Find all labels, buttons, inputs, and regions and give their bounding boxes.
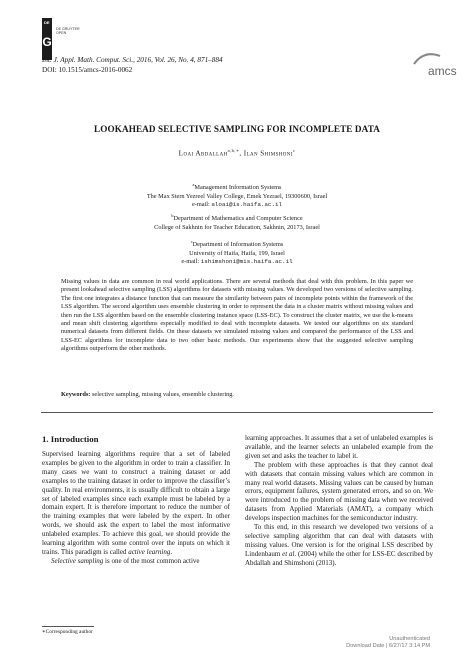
author-affiliation-marks: c xyxy=(292,148,296,153)
body-column-right xyxy=(245,434,433,568)
paragraph: The problem with these approaches is that they cannot deal with datasets that contain missing values which are common in many real world datasets. Missing values can be caused by human errors, equipment failures, system generated errors, and so on. We were introduced to the problem of missing data when we received datasets from Applied Materials (AMAT), a company which develops inspection machines for the semiconductor industry. xyxy=(245,460,433,523)
keywords-label: Keywords: xyxy=(61,391,91,398)
author-separator: , xyxy=(239,149,244,158)
affiliation-c: $^c$Department of Information Systems University of Haifa, Haifa, 199, Israel e-mail: ishimshoni@mis.haifa.ac.il xyxy=(181,239,293,266)
author-name: Ilan Shimshoni xyxy=(243,149,293,158)
keywords xyxy=(61,391,413,399)
affiliation-a: $^a$Management Information Systems The Max Stern Yezreel Valley College, Emek Yezrael, 19300600, Israel e-mail: aloai@is.haifa.ac.il xyxy=(146,182,328,209)
publisher-name: DE GRUYTER OPEN xyxy=(56,27,80,36)
abstract-divider xyxy=(41,412,433,413)
author-line xyxy=(0,148,474,157)
author-affiliation-marks: a,b,∗ xyxy=(227,148,240,153)
email-address: ishimshoni@mis.haifa.ac.il xyxy=(200,258,293,266)
affiliation-b: $^b$Department of Mathematics and Computer Science College of Sakhnin for Teacher Education, Sakhnin, 20173, Israel xyxy=(154,213,320,231)
body-column-left xyxy=(42,450,230,566)
footnote-divider xyxy=(42,626,94,627)
journal-citation: Int. J. Appl. Math. Comput. Sci., 2016, Vol. 26, No. 4, 871–884 xyxy=(42,56,223,64)
download-stamp: Unauthenticated Download Date | 6/27/17 3:14 PM xyxy=(346,636,430,650)
abstract: Missing values in data are common in real world applications. There are several methods that deal with this problem. In this paper we present lookahead selective sampling (LSS) algorithms for datasets with missing values. We developed two versions of selective sampling. The first one integrates a distance function that can measure the similarity between pairs of incomplete points within the framework of the LSS algorithm. The second algorithm uses ensemble clustering in order to represent the data in a cluster matrix without missing values and then run the LSS algorithm based on the ensemble clustering instance space (LSS-EC). To construct the cluster matrix, we use the k-means and mean shift clustering algorithms especially modified to deal with incomplete datasets. We tested our algorithms on six standard numerical datasets from different fields. On these datasets we simulated missing values and compared the performance of the LSS and LSS-EC algorithms for incomplete data to two other basic methods. Our experiments show that the suggested selective sampling algorithms outperform the other methods. xyxy=(61,278,413,353)
paragraph: Supervised learning algorithms require that a set of labeled examples be given to the algorithm in order to train a classifier. In many cases we want to construct a training dataset or add examples to the training dataset in order to improve the classifier’s quality. In real environments, it is usually difficult to obtain a large set of labeled examples since each example must be labeled by a domain expert. It is therefore important to reduce the number of the training examples that were labeled by the expert. In other words, we should ask the expert to label the most informative unlabeled examples. To achieve this goal, we should provide the learning algorithm with some control over the inputs on which it trains. This paradigm is called active learning. xyxy=(42,450,230,556)
paragraph: To this end, in this research we developed two versions of a selective sampling algorithm that can deal with datasets with missing values. One version is for the original LSS described by Lindenbaum et al. (2004) while the other for LSS-EC described by Abdallah and Shimshoni (2013). xyxy=(245,523,433,567)
publisher-logo-g: G xyxy=(42,35,52,49)
publisher-logo-letters: DE xyxy=(44,20,50,25)
section-heading: 1. Introduction xyxy=(42,434,99,444)
keywords-list: selective sampling, missing values, ensemble clustering. xyxy=(90,391,234,398)
doi: DOI: 10.1515/amcs-2016-0062 xyxy=(42,66,133,74)
paragraph: learning approaches. It assumes that a set of unlabeled examples is available, and the learner selects an unlabeled example from the given set and asks the teacher to label it. xyxy=(245,434,433,460)
journal-logo: amcs xyxy=(428,64,457,78)
author-name: Loai Abdallah xyxy=(178,149,228,158)
paragraph: Selective sampling is one of the most common active xyxy=(51,556,200,565)
footnote: ∗Corresponding author xyxy=(42,629,93,635)
paper-title: LOOKAHEAD SELECTIVE SAMPLING FOR INCOMPLETE DATA xyxy=(94,124,380,134)
email-address: aloai@is.haifa.ac.il xyxy=(211,201,283,209)
